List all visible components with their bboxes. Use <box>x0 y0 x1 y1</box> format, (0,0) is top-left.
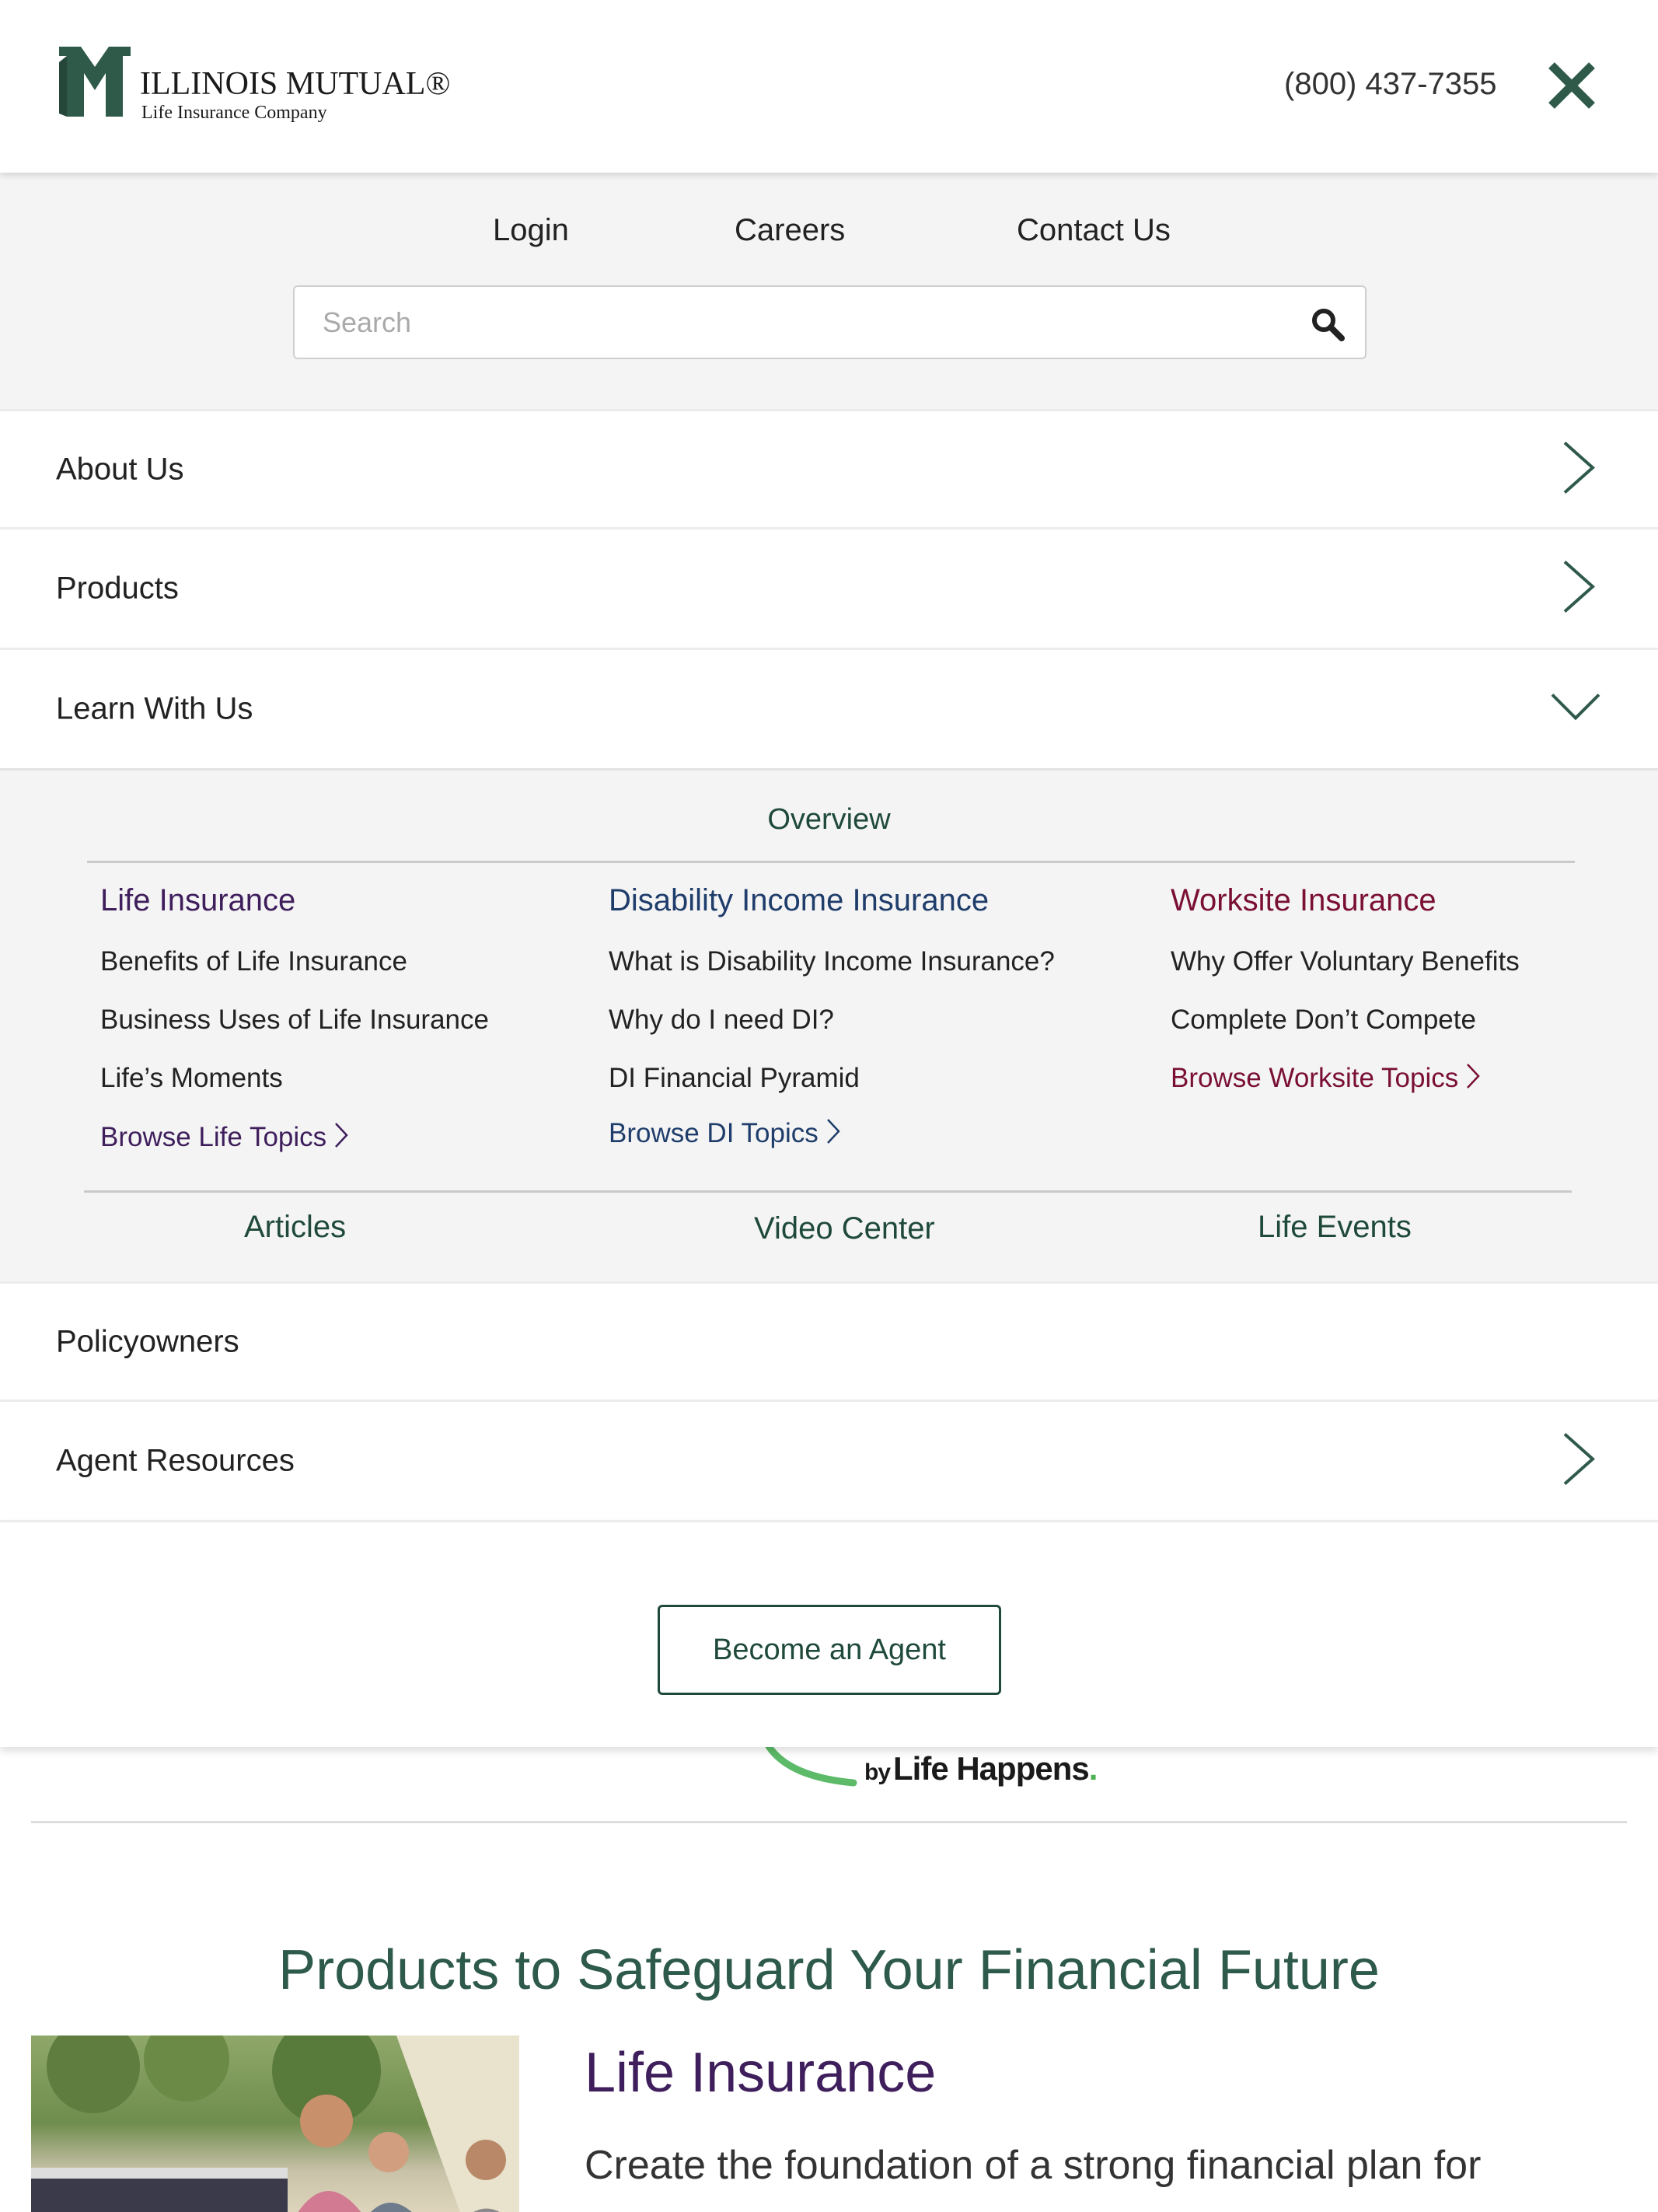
logo-subtitle: Life Insurance Company <box>141 103 327 123</box>
nav-item-label: Products <box>56 571 179 606</box>
learn-with-us-panel <box>0 768 1658 1281</box>
browse-life-topics-link[interactable] <box>100 1122 348 1155</box>
site-header <box>0 0 1658 173</box>
nav-item-about-us[interactable] <box>0 409 1658 527</box>
nav-item-agent-resources[interactable] <box>0 1400 1658 1520</box>
browse-worksite-topics-label: Browse Worksite Topics <box>1171 1063 1459 1093</box>
family-picnic-photo-icon <box>31 2036 519 2212</box>
login-link[interactable]: Login <box>493 213 569 247</box>
di-financial-pyramid-link[interactable]: DI Financial Pyramid <box>609 1063 860 1093</box>
nav-item-label: Learn With Us <box>56 691 253 726</box>
business-uses-link[interactable]: Business Uses of Life Insurance <box>100 1005 489 1035</box>
worksite-insurance-heading[interactable]: Worksite Insurance <box>1171 883 1436 917</box>
life-happens-wordmark: byLife Happens. <box>864 1750 1098 1787</box>
illinois-mutual-logo[interactable] <box>54 42 451 129</box>
overview-link[interactable]: Overview <box>767 803 891 836</box>
why-need-di-link[interactable]: Why do I need DI? <box>609 1005 834 1035</box>
lifes-moments-link[interactable]: Life’s Moments <box>100 1063 283 1093</box>
browse-di-topics-link[interactable] <box>609 1118 840 1151</box>
chevron-right-icon <box>1562 559 1596 619</box>
nav-item-learn-with-us[interactable] <box>0 648 1658 768</box>
benefits-of-life-insurance-link[interactable]: Benefits of Life Insurance <box>100 946 407 977</box>
life-events-link[interactable]: Life Events <box>1258 1210 1412 1244</box>
chevron-right-icon <box>1562 1431 1596 1491</box>
logo-mark-icon <box>54 42 135 123</box>
browse-worksite-topics-link[interactable] <box>1171 1063 1480 1096</box>
search-box <box>293 285 1367 359</box>
life-insurance-heading[interactable]: Life Insurance <box>100 883 296 917</box>
search-input[interactable] <box>323 301 1255 344</box>
complete-dont-compete-link[interactable]: Complete Don’t Compete <box>1171 1005 1476 1035</box>
disability-income-insurance-heading[interactable]: Disability Income Insurance <box>609 883 990 917</box>
life-insurance-image[interactable] <box>31 2036 519 2212</box>
search-icon[interactable] <box>1309 306 1346 343</box>
contact-us-link[interactable]: Contact Us <box>1017 213 1171 247</box>
chevron-down-icon <box>1549 692 1602 727</box>
nav-item-label: Policyowners <box>56 1324 239 1358</box>
chevron-right-icon <box>1466 1063 1480 1096</box>
section-title: Products to Safeguard Your Financial Future <box>278 1939 1380 2001</box>
logo-name: ILLINOIS MUTUAL® <box>140 66 451 102</box>
articles-link[interactable]: Articles <box>244 1210 347 1244</box>
product-description: Create the foundation of a strong financial plan for <box>585 2143 1482 2188</box>
browse-di-topics-label: Browse DI Topics <box>609 1118 819 1148</box>
nav-item-products[interactable] <box>0 527 1658 648</box>
nav-item-policyowners[interactable] <box>0 1281 1658 1400</box>
nav-item-label: Agent Resources <box>56 1443 295 1478</box>
browse-life-topics-label: Browse Life Topics <box>100 1122 327 1152</box>
chevron-right-icon <box>826 1118 840 1151</box>
utility-bar <box>0 173 1658 409</box>
close-icon[interactable] <box>1547 61 1597 110</box>
what-is-di-link[interactable]: What is Disability Income Insurance? <box>609 946 1055 977</box>
become-agent-area <box>0 1520 1658 1747</box>
nav-item-label: About Us <box>56 452 184 486</box>
why-offer-voluntary-benefits-link[interactable]: Why Offer Voluntary Benefits <box>1171 946 1520 977</box>
become-an-agent-button[interactable]: Become an Agent <box>658 1605 1001 1695</box>
phone-number[interactable]: (800) 437-7355 <box>1284 67 1497 101</box>
product-title[interactable]: Life Insurance <box>585 2042 937 2104</box>
video-center-link[interactable]: Video Center <box>754 1211 935 1246</box>
chevron-right-icon <box>334 1122 348 1155</box>
divider <box>31 1821 1627 1823</box>
chevron-right-icon <box>1562 439 1596 499</box>
divider <box>87 861 1575 863</box>
careers-link[interactable]: Careers <box>735 213 846 247</box>
divider <box>84 1190 1572 1193</box>
